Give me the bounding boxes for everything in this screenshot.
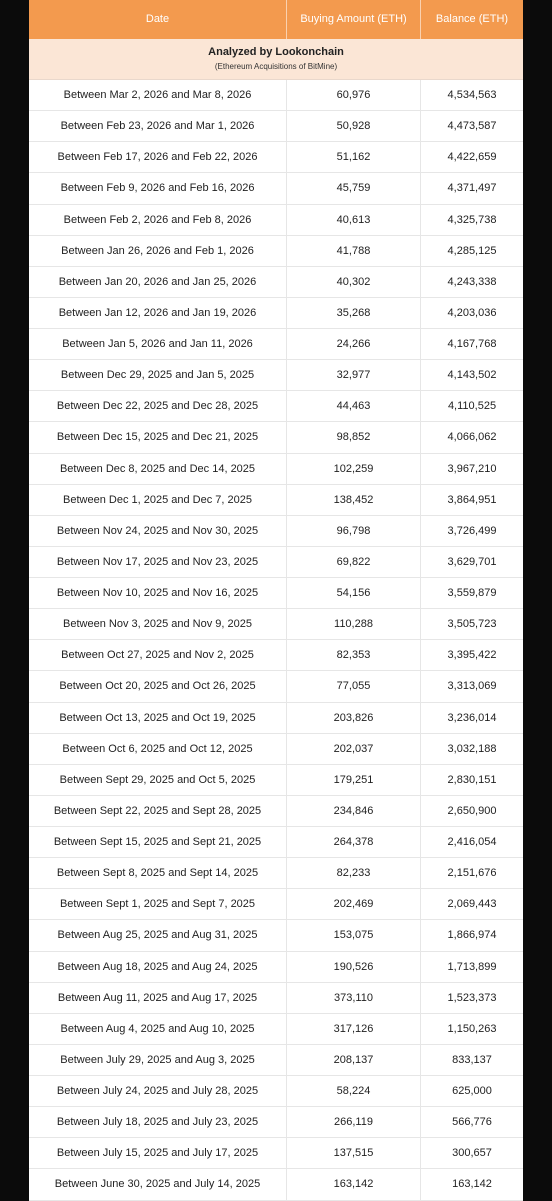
row-date: Between Aug 25, 2025 and Aug 31, 2025 xyxy=(29,920,287,950)
row-buying-amount: 69,822 xyxy=(287,547,421,577)
row-date: Between July 15, 2025 and July 17, 2025 xyxy=(29,1138,287,1168)
table-row xyxy=(29,547,523,578)
table-row xyxy=(29,1169,523,1200)
row-buying-amount: 35,268 xyxy=(287,298,421,328)
row-buying-amount: 77,055 xyxy=(287,671,421,701)
row-date: Between Dec 15, 2025 and Dec 21, 2025 xyxy=(29,422,287,452)
header-date: Date xyxy=(29,0,287,39)
table-row xyxy=(29,267,523,298)
row-date: Between Mar 2, 2026 and Mar 8, 2026 xyxy=(29,80,287,110)
header-buying-amount: Buying Amount (ETH) xyxy=(287,0,421,39)
row-balance: 3,505,723 xyxy=(447,618,497,631)
row-date: Between Oct 27, 2025 and Nov 2, 2025 xyxy=(29,640,287,670)
row-buying-amount: 234,846 xyxy=(287,796,421,826)
row-balance: 625,000 xyxy=(452,1085,492,1098)
row-balance: 2,416,054 xyxy=(447,836,497,849)
row-balance: 3,395,422 xyxy=(447,649,497,662)
table-row xyxy=(29,734,523,765)
row-buying-amount: 190,526 xyxy=(287,952,421,982)
row-balance: 1,713,899 xyxy=(447,960,497,973)
table-row xyxy=(29,1076,523,1107)
row-buying-amount: 45,759 xyxy=(287,173,421,203)
row-buying-amount: 137,515 xyxy=(287,1138,421,1168)
row-buying-amount: 60,976 xyxy=(287,80,421,110)
row-buying-amount: 102,259 xyxy=(287,454,421,484)
table-row xyxy=(29,173,523,204)
row-balance: 300,657 xyxy=(452,1147,492,1160)
row-balance: 3,726,499 xyxy=(447,524,497,537)
table-row xyxy=(29,827,523,858)
table-row xyxy=(29,1138,523,1169)
row-date: Between Jan 26, 2026 and Feb 1, 2026 xyxy=(29,236,287,266)
table-row xyxy=(29,1045,523,1076)
eth-acquisitions-table xyxy=(29,0,523,1200)
row-balance: 2,151,676 xyxy=(447,867,497,880)
row-buying-amount: 317,126 xyxy=(287,1014,421,1044)
row-balance: 4,325,738 xyxy=(447,213,497,226)
table-row xyxy=(29,516,523,547)
row-buying-amount: 110,288 xyxy=(287,609,421,639)
row-date: Between July 29, 2025 and Aug 3, 2025 xyxy=(29,1045,287,1075)
banner-title: Analyzed by Lookonchain xyxy=(208,46,344,58)
table-body xyxy=(29,80,523,1201)
row-date: Between Feb 2, 2026 and Feb 8, 2026 xyxy=(29,205,287,235)
row-balance: 3,032,188 xyxy=(447,742,497,755)
table-row xyxy=(29,236,523,267)
row-balance: 3,864,951 xyxy=(447,493,497,506)
row-date: Between Jan 5, 2026 and Jan 11, 2026 xyxy=(29,329,287,359)
row-date: Between Feb 9, 2026 and Feb 16, 2026 xyxy=(29,173,287,203)
row-buying-amount: 179,251 xyxy=(287,765,421,795)
row-buying-amount: 82,233 xyxy=(287,858,421,888)
row-balance: 2,069,443 xyxy=(447,898,497,911)
table-row xyxy=(29,671,523,702)
table-row xyxy=(29,609,523,640)
table-row xyxy=(29,391,523,422)
table-row xyxy=(29,952,523,983)
row-balance: 4,110,525 xyxy=(447,400,497,413)
row-balance: 4,203,036 xyxy=(447,306,497,319)
table-row xyxy=(29,80,523,111)
table-row xyxy=(29,142,523,173)
row-date: Between Sept 22, 2025 and Sept 28, 2025 xyxy=(29,796,287,826)
row-date: Between Dec 1, 2025 and Dec 7, 2025 xyxy=(29,485,287,515)
row-buying-amount: 44,463 xyxy=(287,391,421,421)
row-date: Between Nov 10, 2025 and Nov 16, 2025 xyxy=(29,578,287,608)
table-row xyxy=(29,703,523,734)
row-buying-amount: 54,156 xyxy=(287,578,421,608)
row-balance: 4,534,563 xyxy=(447,89,497,102)
row-buying-amount: 264,378 xyxy=(287,827,421,857)
row-date: Between Dec 8, 2025 and Dec 14, 2025 xyxy=(29,454,287,484)
row-buying-amount: 24,266 xyxy=(287,329,421,359)
table-row xyxy=(29,360,523,391)
row-balance: 833,137 xyxy=(452,1053,492,1066)
row-balance: 2,830,151 xyxy=(447,773,497,786)
row-date: Between Jan 20, 2026 and Jan 25, 2026 xyxy=(29,267,287,297)
table-row xyxy=(29,298,523,329)
table-row xyxy=(29,578,523,609)
row-buying-amount: 202,037 xyxy=(287,734,421,764)
table-row xyxy=(29,111,523,142)
row-buying-amount: 266,119 xyxy=(287,1107,421,1137)
row-date: Between Sept 15, 2025 and Sept 21, 2025 xyxy=(29,827,287,857)
row-date: Between Sept 8, 2025 and Sept 14, 2025 xyxy=(29,858,287,888)
row-date: Between Nov 17, 2025 and Nov 23, 2025 xyxy=(29,547,287,577)
table-row xyxy=(29,796,523,827)
row-date: Between July 18, 2025 and July 23, 2025 xyxy=(29,1107,287,1137)
table-row xyxy=(29,205,523,236)
table-row xyxy=(29,765,523,796)
row-buying-amount: 203,826 xyxy=(287,703,421,733)
table-row xyxy=(29,889,523,920)
table-row xyxy=(29,329,523,360)
row-balance: 3,967,210 xyxy=(447,462,497,475)
table-row xyxy=(29,640,523,671)
row-balance: 4,285,125 xyxy=(447,244,497,257)
row-date: Between Sept 1, 2025 and Sept 7, 2025 xyxy=(29,889,287,919)
row-date: Between Sept 29, 2025 and Oct 5, 2025 xyxy=(29,765,287,795)
row-balance: 1,150,263 xyxy=(447,1022,497,1035)
row-balance: 4,371,497 xyxy=(447,182,497,195)
row-date: Between Oct 20, 2025 and Oct 26, 2025 xyxy=(29,671,287,701)
row-date: Between Dec 22, 2025 and Dec 28, 2025 xyxy=(29,391,287,421)
table-header xyxy=(29,0,523,39)
analysis-banner xyxy=(29,39,523,80)
table-row xyxy=(29,858,523,889)
row-buying-amount: 82,353 xyxy=(287,640,421,670)
row-balance: 566,776 xyxy=(452,1116,492,1129)
row-balance: 4,422,659 xyxy=(447,151,497,164)
row-date: Between Jan 12, 2026 and Jan 19, 2026 xyxy=(29,298,287,328)
row-date: Between Feb 17, 2026 and Feb 22, 2026 xyxy=(29,142,287,172)
banner-subtitle: (Ethereum Acquisitions of BitMine) xyxy=(214,62,338,71)
row-date: Between Nov 24, 2025 and Nov 30, 2025 xyxy=(29,516,287,546)
row-balance: 2,650,900 xyxy=(447,804,497,817)
row-balance: 1,866,974 xyxy=(447,929,497,942)
row-buying-amount: 202,469 xyxy=(287,889,421,919)
row-balance: 4,243,338 xyxy=(447,275,497,288)
row-balance: 3,313,069 xyxy=(447,680,497,693)
table-row xyxy=(29,983,523,1014)
row-buying-amount: 373,110 xyxy=(287,983,421,1013)
row-date: Between Oct 6, 2025 and Oct 12, 2025 xyxy=(29,734,287,764)
row-buying-amount: 138,452 xyxy=(287,485,421,515)
row-balance: 163,142 xyxy=(452,1178,492,1191)
row-buying-amount: 41,788 xyxy=(287,236,421,266)
row-buying-amount: 40,302 xyxy=(287,267,421,297)
row-balance: 3,236,014 xyxy=(447,711,497,724)
row-balance: 4,473,587 xyxy=(447,120,497,133)
header-balance: Balance (ETH) xyxy=(435,13,509,25)
table-row xyxy=(29,1014,523,1045)
row-buying-amount: 50,928 xyxy=(287,111,421,141)
row-date: Between July 24, 2025 and July 28, 2025 xyxy=(29,1076,287,1106)
table-row xyxy=(29,454,523,485)
row-balance: 3,629,701 xyxy=(447,555,497,568)
row-date: Between Oct 13, 2025 and Oct 19, 2025 xyxy=(29,703,287,733)
row-balance: 3,559,879 xyxy=(447,587,497,600)
row-balance: 4,167,768 xyxy=(447,338,497,351)
row-buying-amount: 40,613 xyxy=(287,205,421,235)
row-buying-amount: 208,137 xyxy=(287,1045,421,1075)
table-row xyxy=(29,485,523,516)
table-row xyxy=(29,920,523,951)
table-row xyxy=(29,1107,523,1138)
row-buying-amount: 51,162 xyxy=(287,142,421,172)
row-date: Between Feb 23, 2026 and Mar 1, 2026 xyxy=(29,111,287,141)
row-buying-amount: 32,977 xyxy=(287,360,421,390)
row-date: Between Aug 11, 2025 and Aug 17, 2025 xyxy=(29,983,287,1013)
table-row xyxy=(29,422,523,453)
row-buying-amount: 96,798 xyxy=(287,516,421,546)
row-buying-amount: 58,224 xyxy=(287,1076,421,1106)
row-date: Between Dec 29, 2025 and Jan 5, 2025 xyxy=(29,360,287,390)
row-date: Between June 30, 2025 and July 14, 2025 xyxy=(29,1169,287,1199)
row-buying-amount: 163,142 xyxy=(287,1169,421,1199)
row-balance: 1,523,373 xyxy=(447,991,497,1004)
row-date: Between Aug 18, 2025 and Aug 24, 2025 xyxy=(29,952,287,982)
row-date: Between Aug 4, 2025 and Aug 10, 2025 xyxy=(29,1014,287,1044)
row-buying-amount: 153,075 xyxy=(287,920,421,950)
row-balance: 4,143,502 xyxy=(447,369,497,382)
row-date: Between Nov 3, 2025 and Nov 9, 2025 xyxy=(29,609,287,639)
row-balance: 4,066,062 xyxy=(447,431,497,444)
row-buying-amount: 98,852 xyxy=(287,422,421,452)
